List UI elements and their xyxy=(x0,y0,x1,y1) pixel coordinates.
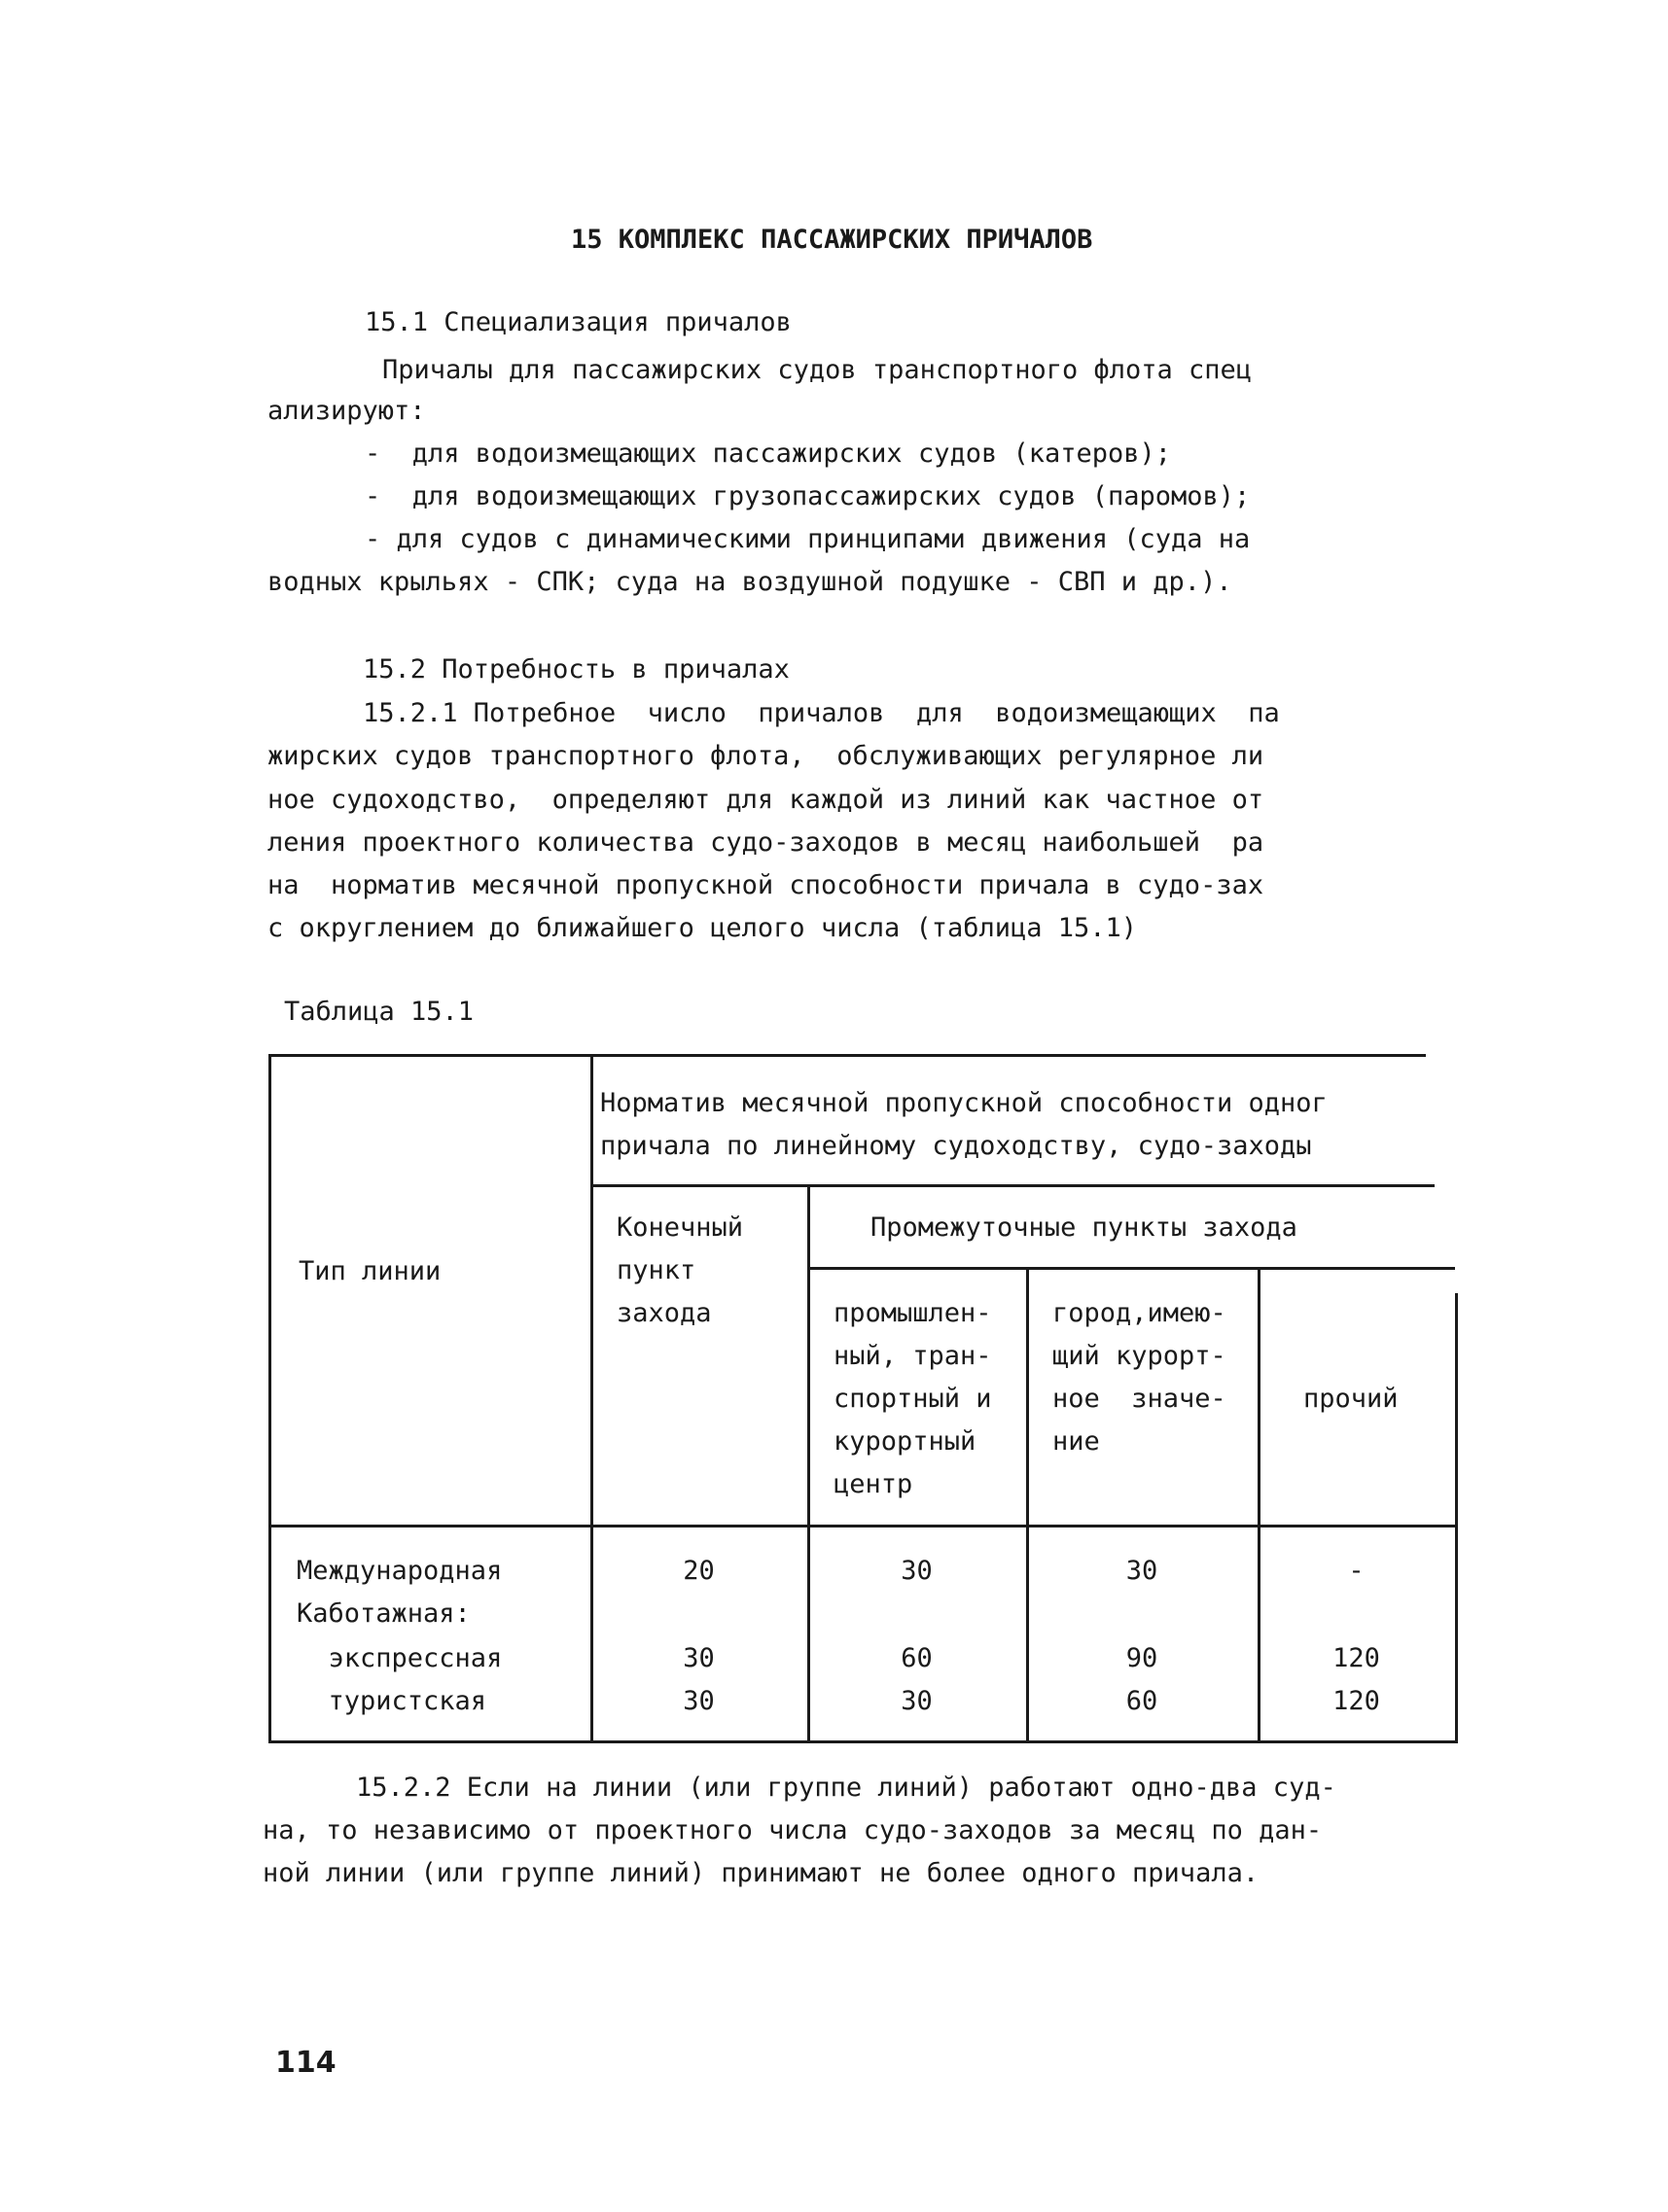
paragraph-line: 15.2.1 Потребное число причалов для водоизмещающих па xyxy=(363,698,1280,728)
header-other: прочий xyxy=(1303,1384,1399,1414)
page-title: 15 КОМПЛЕКС ПАССАЖИРСКИХ ПРИЧАЛОВ xyxy=(571,225,1093,255)
list-item: - для водоизмещающих пассажирских судов (катеров); xyxy=(365,439,1172,469)
header-city-line-2: щий курорт- xyxy=(1052,1341,1226,1371)
header-city-line-4: ние xyxy=(1052,1426,1100,1457)
paragraph-line: Причалы для пассажирских судов транспортного флота спец xyxy=(382,355,1253,385)
row-final: 20 xyxy=(683,1556,715,1586)
row-final: 30 xyxy=(683,1643,715,1673)
paragraph-line: ной линии (или группе линий) принимают не более одного причала. xyxy=(263,1858,1260,1888)
paragraph-line: 15.2.2 Если на линии (или группе линий) работают одно-два суд- xyxy=(356,1773,1336,1803)
row-type: экспрессная xyxy=(297,1643,503,1673)
header-industrial-line-1: промышлен- xyxy=(834,1298,992,1328)
section-heading-15-2: 15.2 Потребность в причалах xyxy=(363,654,790,685)
header-final-line-2: пункт xyxy=(617,1255,696,1285)
row-industrial: 30 xyxy=(901,1556,933,1586)
row-city: 30 xyxy=(1125,1556,1158,1586)
paragraph-line: ления проектного количества судо-заходов в месяц наибольшей ра xyxy=(267,827,1264,858)
paragraph-line: на норматив месячной пропускной способности причала в судо-зах xyxy=(267,870,1264,900)
paragraph-line: на, то независимо от проектного числа судо-заходов за месяц по дан- xyxy=(263,1815,1323,1845)
header-industrial-line-4: курортный xyxy=(834,1426,976,1457)
header-city-line-3: ное значе- xyxy=(1052,1384,1226,1414)
paragraph-line: с округлением до ближайшего целого числа (таблица 15.1) xyxy=(267,913,1138,943)
row-other: 120 xyxy=(1332,1686,1380,1716)
page-number: 114 xyxy=(275,2046,337,2080)
header-norm-line-1: Норматив месячной пропускной способности одног xyxy=(600,1088,1328,1118)
row-other: - xyxy=(1348,1556,1365,1586)
paragraph-line: жирских судов транспортного флота, обслуживающих регулярное ли xyxy=(267,741,1264,771)
list-item: - для водоизмещающих грузопассажирских судов (паромов); xyxy=(365,481,1251,511)
row-final: 30 xyxy=(683,1686,715,1716)
header-city-line-1: город,имею- xyxy=(1052,1298,1226,1328)
header-final-line-3: захода xyxy=(617,1298,712,1328)
row-other: 120 xyxy=(1332,1643,1380,1673)
header-industrial-line-2: ный, тран- xyxy=(834,1341,992,1371)
row-city: 60 xyxy=(1125,1686,1158,1716)
row-type: Международная xyxy=(297,1556,503,1586)
header-final-line-1: Конечный xyxy=(617,1212,744,1243)
header-industrial-line-5: центр xyxy=(834,1469,913,1499)
section-heading-15-1: 15.1 Специализация причалов xyxy=(365,307,792,337)
row-type: туристская xyxy=(297,1686,487,1716)
row-type: Каботажная: xyxy=(297,1598,471,1629)
header-intermediate: Промежуточные пункты захода xyxy=(870,1212,1297,1243)
table-caption: Таблица 15.1 xyxy=(284,997,475,1027)
header-type: Тип линии xyxy=(299,1256,442,1286)
row-industrial: 30 xyxy=(901,1686,933,1716)
row-industrial: 60 xyxy=(901,1643,933,1673)
list-item: - для судов с динамическими принципами движения (суда на xyxy=(365,524,1251,554)
paragraph-line: ное судоходство, определяют для каждой из линий как частное от xyxy=(267,785,1264,815)
row-city: 90 xyxy=(1125,1643,1158,1673)
paragraph-line: ализируют: xyxy=(267,396,426,426)
header-industrial-line-3: спортный и xyxy=(834,1384,992,1414)
header-norm-line-2: причала по линейному судоходству, судо-заходы xyxy=(600,1131,1312,1161)
paragraph-line: водных крыльях - СПК; суда на воздушной подушке - СВП и др.). xyxy=(267,567,1232,597)
